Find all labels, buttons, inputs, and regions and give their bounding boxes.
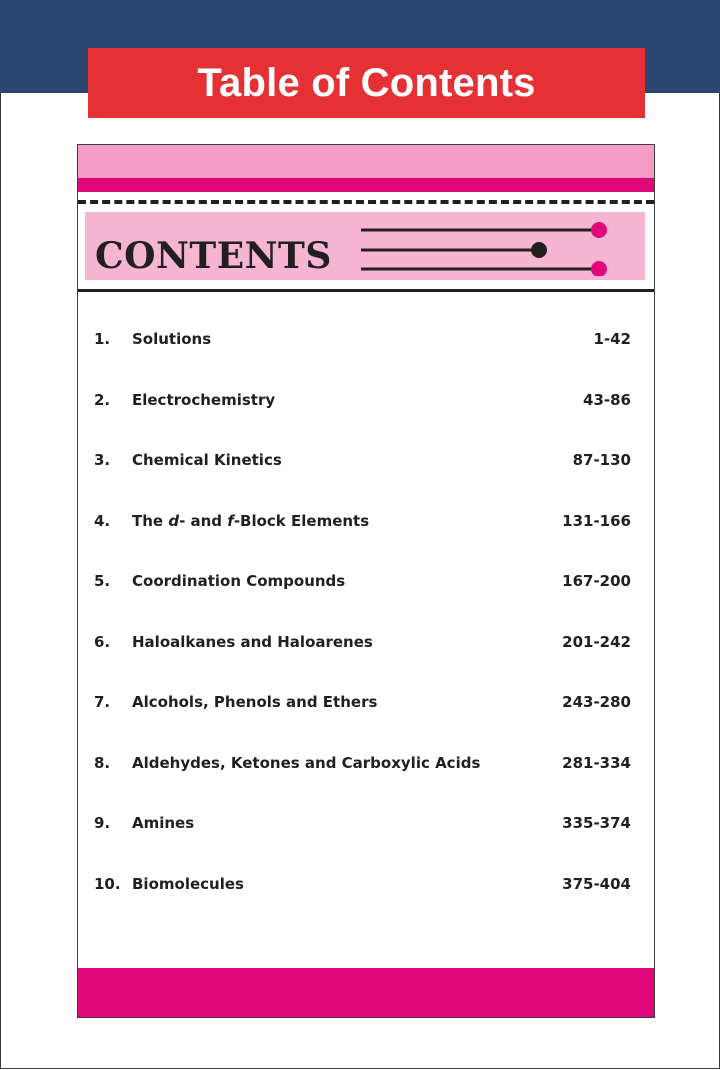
toc-item-number: 5. [94,572,111,590]
toc-item-title [132,512,369,530]
toc-item-pages: 243-280 [562,693,631,711]
toc-item[interactable] [78,507,654,568]
toc-item-title: Biomolecules [132,874,244,893]
toc-item-number: 6. [94,632,111,651]
toc-item-pages: 1-42 [593,330,631,348]
toc-item-pages: 131-166 [562,511,631,530]
toc-item-number: 7. [94,693,111,711]
toc-list [78,325,654,930]
contents-heading-panel [85,212,645,280]
title-banner [88,48,645,118]
title-part: -Block Elements [233,511,370,530]
toc-item-pages: 87-130 [572,451,631,469]
toc-item-title: Aldehydes, Ketones and Carboxylic Acids [132,753,481,772]
toc-item[interactable] [78,749,654,810]
toc-item-pages: 201-242 [562,632,631,651]
toc-item-title: Amines [132,814,195,832]
toc-item[interactable] [78,628,654,689]
card-top-stripe-light [78,145,654,178]
toc-item-pages: 43-86 [583,390,631,409]
toc-item-title: Haloalkanes and Haloarenes [132,632,373,651]
title-part-italic: d [168,511,180,530]
contents-heading: CONTENTS [95,235,332,277]
toc-item-pages: 167-200 [562,572,631,590]
title-part: The [132,511,169,530]
toc-item-number: 3. [94,451,111,469]
toc-item-pages: 335-374 [562,814,631,832]
heading-rule [78,289,654,292]
toc-item-number: 1. [94,330,111,348]
toc-item-title: Electrochemistry [132,390,276,409]
toc-item-number: 10. [94,874,121,893]
toc-item[interactable] [78,446,654,507]
toc-item[interactable] [78,325,654,386]
toc-item-number: 8. [94,753,111,772]
card-top-stripe-dark [78,178,654,192]
toc-item[interactable] [78,809,654,870]
toc-item-number: 2. [94,390,111,409]
title-part: - and [179,511,228,530]
toc-item[interactable] [78,567,654,628]
toc-item-pages: 375-404 [562,874,631,893]
toc-item-title: Coordination Compounds [132,572,346,590]
toc-item-pages: 281-334 [562,753,631,772]
toc-item[interactable] [78,688,654,749]
slider-lines-icon [361,216,621,276]
toc-item-title: Chemical Kinetics [132,451,282,469]
title-part-italic: f [227,511,234,530]
page-title: Table of Contents [197,60,536,105]
toc-item-number: 4. [94,511,111,530]
card-bottom-stripe [78,968,654,1017]
toc-item-number: 9. [94,814,111,832]
toc-item-title: Solutions [132,330,212,348]
toc-item-title: Alcohols, Phenols and Ethers [132,693,378,711]
toc-item[interactable] [78,870,654,931]
dashed-divider [78,200,654,204]
toc-item[interactable] [78,386,654,447]
contents-card [77,144,655,1018]
